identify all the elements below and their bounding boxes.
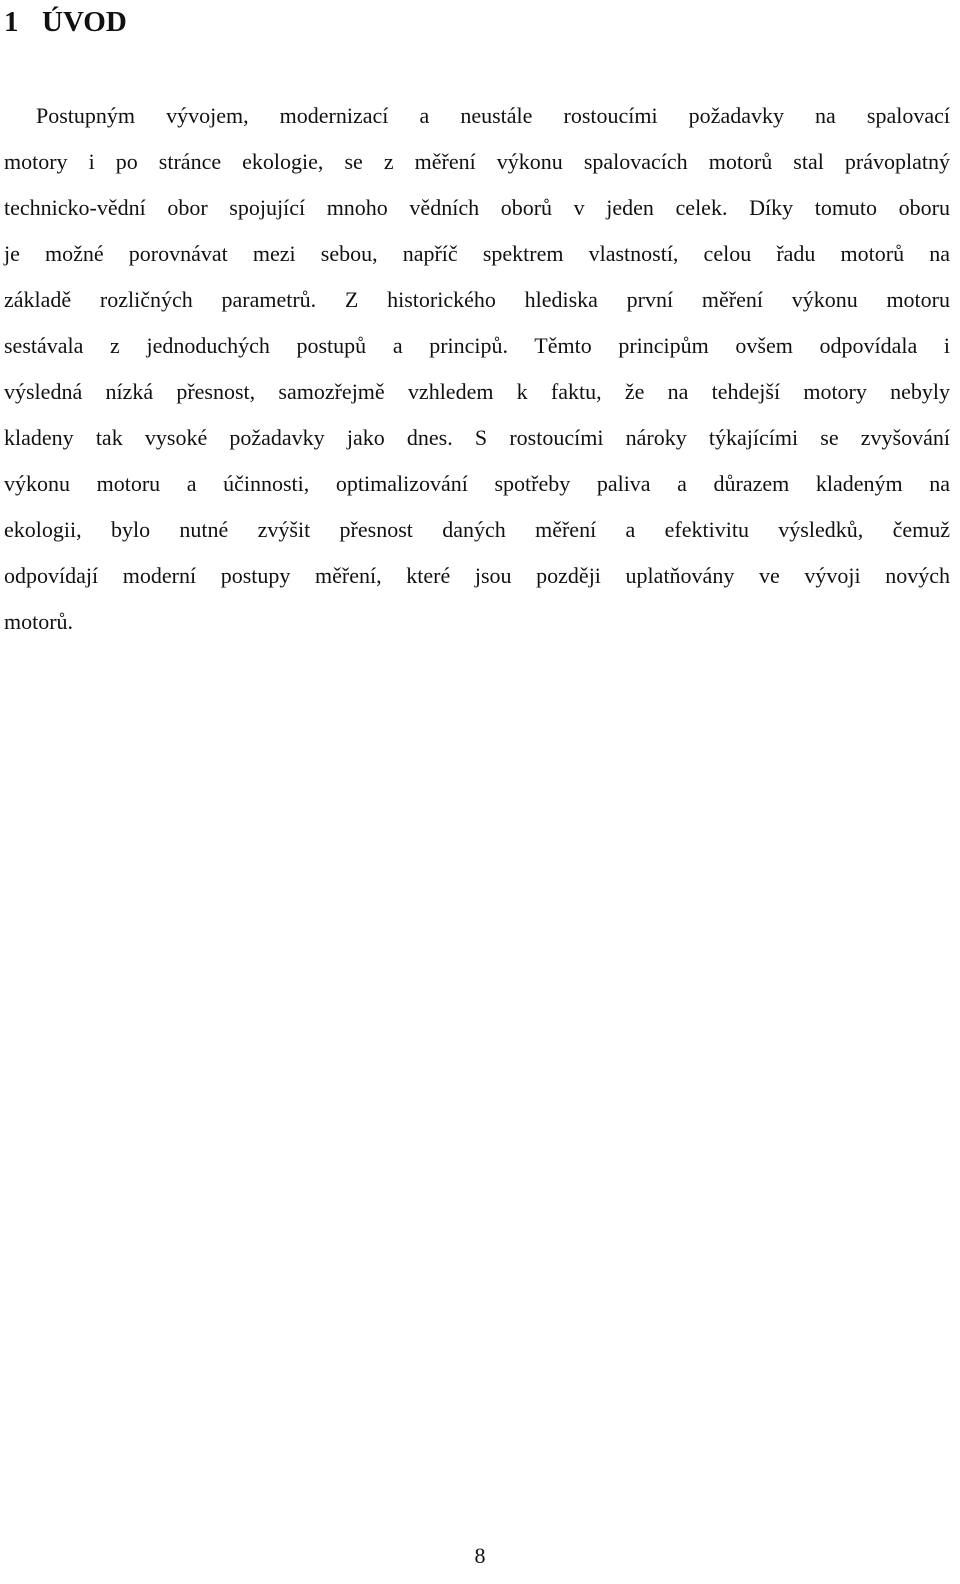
section-heading [4,2,127,42]
section-title: ÚVOD [42,6,127,38]
paragraph-line: Postupným vývojem, modernizací a neustále rostoucími požadavky na spalovací [36,103,950,128]
paragraph-line: výkonu motoru a účinnosti, optimalizování spotřeby paliva a důrazem kladeným na [4,471,950,496]
paragraph-line: odpovídají moderní postupy měření, které jsou později uplatňovány ve vývoji nových [4,563,950,588]
paragraph-line: motory i po stránce ekologie, se z měření výkonu spalovacích motorů stal právoplatný [4,149,950,174]
paragraph-line: kladeny tak vysoké požadavky jako dnes. S rostoucími nároky týkajícími se zvyšování [4,425,950,450]
page-number: 8 [474,1543,486,1568]
paragraph-line: výsledná nízká přesnost, samozřejmě vzhledem k faktu, že na tehdejší motory nebyly [4,379,950,404]
paragraph-line: sestávala z jednoduchých postupů a principů. Těmto principům ovšem odpovídala i [4,333,950,358]
section-number: 1 [4,6,19,38]
paragraph-line: motorů. [4,609,74,634]
paragraph-line: ekologii, bylo nutné zvýšit přesnost daných měření a efektivitu výsledků, čemuž [4,517,950,542]
paragraph-line: technicko-vědní obor spojující mnoho vědních oborů v jeden celek. Díky tomuto oboru [4,195,950,220]
body-paragraph [4,93,950,645]
paragraph-line: je možné porovnávat mezi sebou, napříč spektrem vlastností, celou řadu motorů na [4,241,950,266]
paragraph-line: základě rozličných parametrů. Z historického hlediska první měření výkonu motoru [4,287,950,312]
